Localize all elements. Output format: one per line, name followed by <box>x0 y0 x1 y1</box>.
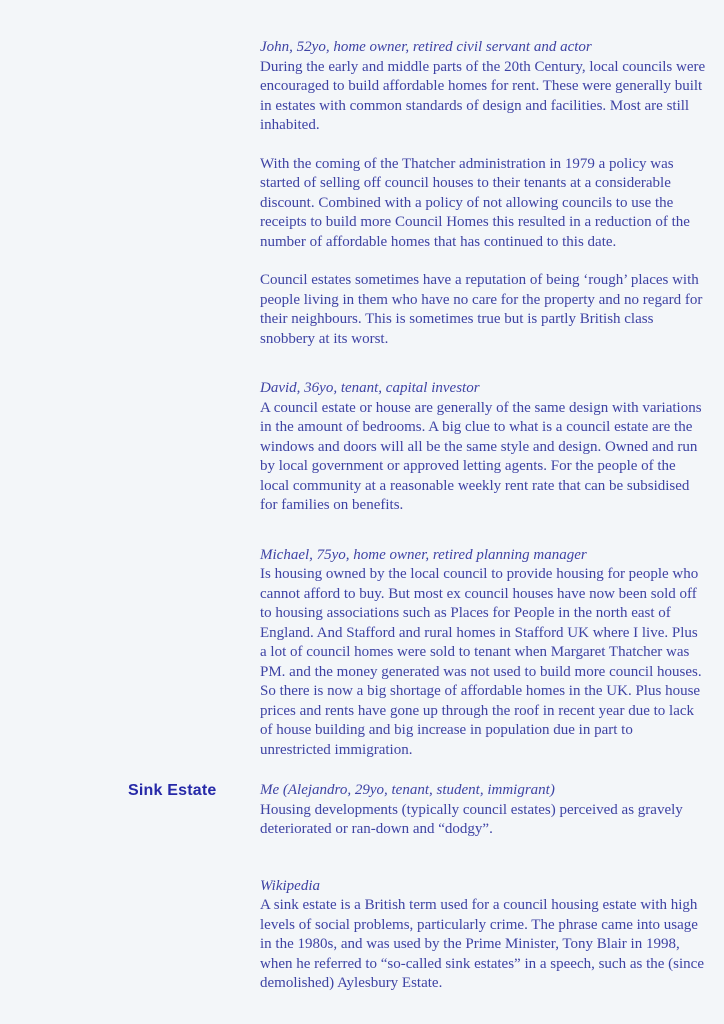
entry-content <box>260 877 706 994</box>
entry-david <box>0 379 724 516</box>
entry-speaker: Wikipedia <box>260 877 320 894</box>
entry-speaker: John, 52yo, home owner, retired civil servant and actor <box>260 39 592 55</box>
entry-john <box>0 38 724 349</box>
entry-wikipedia <box>0 877 724 994</box>
entry-speaker: Me (Alejandro, 29yo, tenant, student, immigrant) <box>260 782 555 798</box>
entry-paragraph: With the coming of the Thatcher administration in 1979 a policy was started of selling off council houses to their tenants at a considerable discount. Combined with a policy of not allowing councils to use the receipts to build more Council Homes this resulted in a reduction of the number of affordable homes that has continued to this date. <box>260 155 690 250</box>
entry-content <box>260 781 706 840</box>
entry-me <box>0 781 724 840</box>
entry-paragraph: A council estate or house are generally of the same design with variations in the amount of bedrooms. A big clue to what is a council estate are the windows and doors will all be the same style and design. Owned and run by local government or approved letting agents. For the people of the local community at a reasonable weekly rent rate that can be subsidised for families on benefits. <box>260 399 702 513</box>
entry-content <box>260 546 706 761</box>
entry-paragraph: Is housing owned by the local council to provide housing for people who cannot afford to buy. But most ex council houses have now been sold off to housing associations such as Places for People in the north east of England. And Stafford and rural homes in Stafford UK where I live. Plus a lot of council homes were sold to tenant when Margaret Thatcher was PM. and the money generated was not used to build more council houses. So there is now a big shortage of affordable homes in the UK. Plus house prices and rents have gone up through the roof in recent year due to lack of house building and big increase in population due in part to unrestricted immigration. <box>260 566 702 758</box>
term-label: Sink Estate <box>128 782 217 799</box>
entry-paragraph: Council estates sometimes have a reputation of being ‘rough’ places with people living in them who have no care for the property and no regard for their neighbours. This is sometimes true but is partly British class snobbery at its worst. <box>260 272 703 347</box>
entry-content <box>260 379 706 516</box>
entry-speaker: Michael, 75yo, home owner, retired planning manager <box>260 546 587 563</box>
entry-michael <box>0 546 724 761</box>
entry-paragraph: Housing developments (typically council estates) perceived as gravely deteriorated or ran-down and “dodgy”. <box>260 801 683 837</box>
entry-speaker: David, 36yo, tenant, capital investor <box>260 380 480 396</box>
entry-paragraph: A sink estate is a British term used for a council housing estate with high levels of social problems, particularly crime. The phrase came into usage in the 1980s, and was used by the Prime Minister, Tony Blair in 1998, when he referred to “so-called sink estates” in a speech, such as the (since demolished) Aylesbury Estate. <box>260 897 704 991</box>
entry-content <box>260 38 706 349</box>
margin-column <box>0 781 260 801</box>
entry-paragraph: During the early and middle parts of the 20th Century, local councils were encouraged to build affordable homes for rent. These were generally built in estates with common standards of design and facilities. Most are still inhabited. <box>260 58 706 133</box>
